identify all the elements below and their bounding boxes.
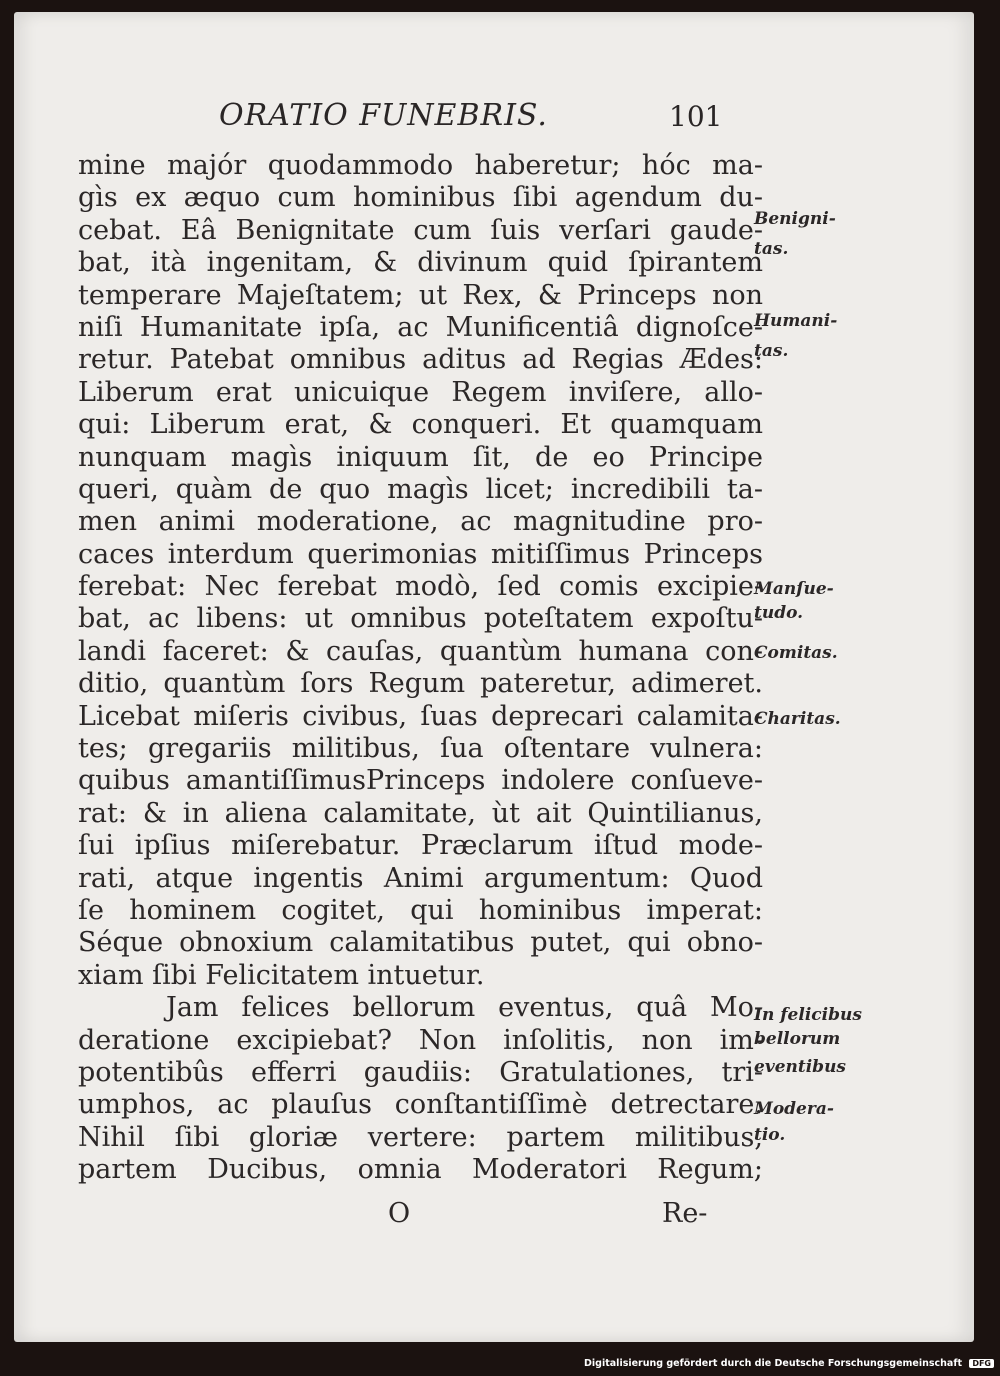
book-page — [14, 12, 974, 1342]
text-line: temperare Majeſtatem; ut Rex, & Princeps non — [78, 279, 763, 311]
running-title: ORATIO FUNEBRIS. — [219, 98, 548, 133]
marginal-note: Comitas. — [754, 643, 838, 663]
marginal-note: tas. — [754, 341, 789, 361]
text-line: deratione excipiebat? Non inſolitis, non im- — [78, 1024, 763, 1056]
marginal-note: tio. — [754, 1125, 786, 1145]
text-line: queri, quàm de quo magìs licet; incredibili ta- — [78, 473, 763, 505]
marginal-note: Charitas. — [754, 709, 841, 729]
text-line: xiam ſibi Felicitatem intuetur. — [78, 959, 485, 991]
text-line: tes; gregariis militibus, ſua oſtentare vulnera: — [78, 733, 763, 765]
text-line: potentibûs efferri gaudiis: Gratulationes, tri- — [78, 1056, 763, 1088]
text-line: landi faceret: & cauſas, quantùm humana con- — [78, 635, 763, 667]
body-text — [78, 150, 763, 1187]
text-line: umphos, ac plauſus conſtantiſſimè detrectare. — [78, 1089, 763, 1121]
catchword: Re- — [662, 1198, 708, 1229]
marginal-note: Humani- — [754, 311, 838, 331]
credit-text: Digitalisierung gefördert durch die Deutsche Forschungsgemeinschaft — [584, 1358, 963, 1369]
text-line: bat, ità ingenitam, & divinum quid ſpirantem — [78, 247, 763, 279]
text-line: cebat. Eâ Benignitate cum ſuis verſari gaude- — [78, 214, 763, 246]
marginal-note: Modera- — [754, 1099, 834, 1119]
text-line: Liberum erat unicuique Regem inviſere, allo- — [78, 376, 763, 408]
marginal-note: Benigni- — [754, 209, 836, 229]
text-line: nunquam magìs iniquum ſit, de eo Principe — [78, 441, 763, 473]
text-line: Jam felices bellorum eventus, quâ Mo- — [166, 992, 763, 1024]
text-line: mine majór quodammodo haberetur; hóc ma- — [78, 150, 763, 181]
text-line: rat: & in aliena calamitate, ùt ait Quintilianus, — [78, 797, 763, 829]
marginal-note: tas. — [754, 239, 789, 259]
text-line: retur. Patebat omnibus aditus ad Regias Ædes: — [78, 344, 763, 376]
text-line: Licebat miſeris civibus, ſuas deprecari calamita- — [78, 700, 763, 732]
text-line: ſui ipſius miſerebatur. Præclarum iſtud mode- — [78, 830, 763, 862]
signature-mark: O — [388, 1198, 411, 1229]
dfg-logo-icon: DFG — [969, 1359, 994, 1368]
marginal-note: In felicibus — [754, 1005, 862, 1025]
marginal-note: tudo. — [754, 603, 804, 623]
text-line: ferebat: Nec ferebat modò, ſed comis excipie- — [78, 571, 763, 603]
marginal-note: Manſue- — [754, 579, 834, 599]
digitization-credit — [584, 1358, 994, 1369]
text-line: ditio, quantùm ſors Regum pateretur, adimeret. — [78, 668, 763, 700]
text-line: men animi moderatione, ac magnitudine pro- — [78, 506, 763, 538]
marginal-note: eventibus — [754, 1057, 846, 1077]
text-line: ſe hominem cogitet, qui hominibus imperat: — [78, 894, 763, 926]
text-line: rati, atque ingentis Animi argumentum: Quod — [78, 862, 763, 894]
marginal-note: bellorum — [754, 1029, 841, 1049]
text-line: quibus amantiſſimusPrinceps indolere conſueve- — [78, 765, 763, 797]
text-line: niſi Humanitate ipſa, ac Munificentiâ dignoſce- — [78, 311, 763, 343]
text-line: bat, ac libens: ut omnibus poteſtatem expoſtu- — [78, 603, 763, 635]
running-header — [219, 98, 739, 142]
text-line: gìs ex æquo cum hominibus ſibi agendum du- — [78, 182, 763, 214]
page-number: 101 — [669, 100, 723, 133]
text-line: Séque obnoxium calamitatibus putet, qui obno- — [78, 927, 763, 959]
text-line: qui: Liberum erat, & conqueri. Et quamquam — [78, 409, 763, 441]
text-line: Nihil ſibi gloriæ vertere: partem militibus, — [78, 1121, 763, 1153]
text-line: partem Ducibus, omnia Moderatori Regum; — [78, 1154, 763, 1186]
text-line: caces interdum querimonias mitiſſimus Princeps — [78, 538, 763, 570]
